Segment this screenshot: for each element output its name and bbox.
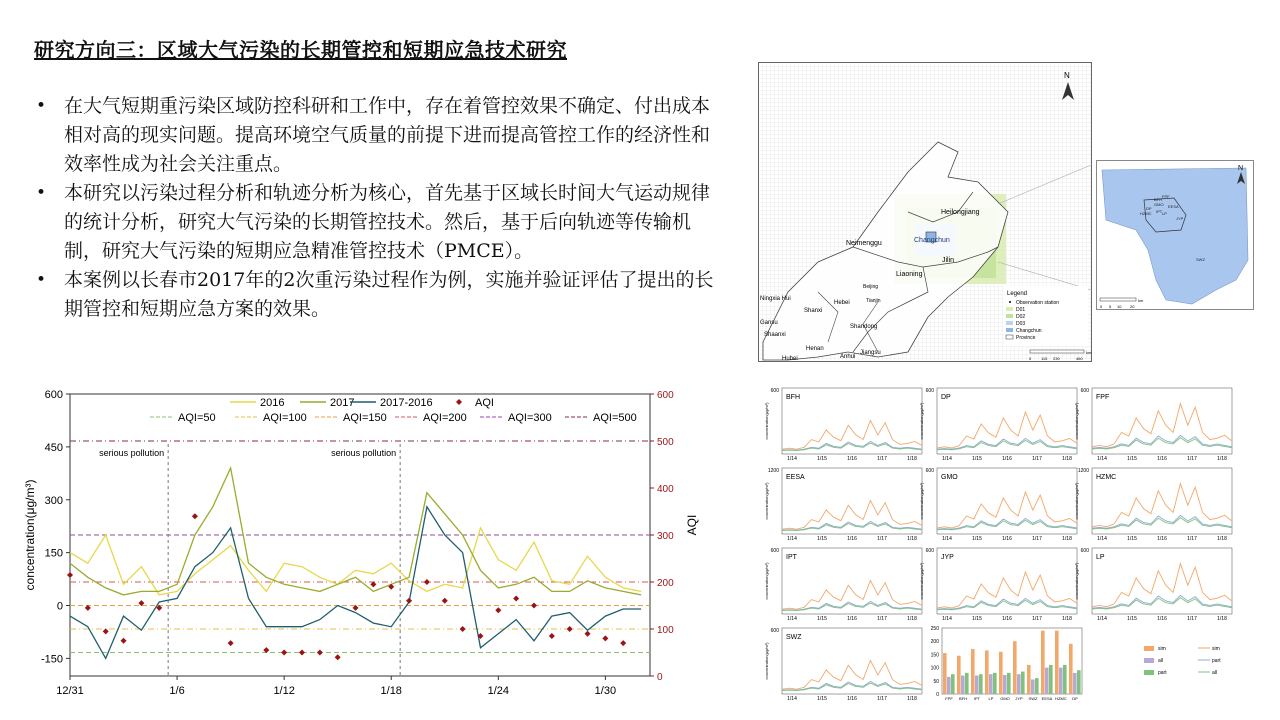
- province-label: Heilongjiang: [941, 209, 980, 216]
- legend-label: D03: [1016, 321, 1026, 327]
- province-label: Shaanxi: [764, 332, 786, 338]
- bar-legend-label: part: [1212, 658, 1221, 664]
- bar-legend-label: sim: [1212, 646, 1220, 652]
- aqi-point: [121, 638, 127, 644]
- bar-ytick: 150: [930, 652, 939, 659]
- bullet-dot-icon: •: [36, 270, 47, 290]
- bar: [1031, 679, 1035, 694]
- panel-xtick: 1/17: [877, 696, 887, 702]
- panel-xtick: 1/15: [817, 696, 827, 702]
- scale-bar: [1030, 350, 1084, 353]
- legend-label: Province: [1016, 335, 1036, 341]
- legend-label: AQI=500: [593, 412, 637, 424]
- legend-swatch: [1006, 314, 1013, 318]
- panel-ymax: 600: [1080, 388, 1089, 394]
- legend-swatch: [1006, 335, 1013, 339]
- station-label: FPF: [1162, 194, 1170, 199]
- city-label: Changchun: [914, 237, 950, 244]
- bar-category-label: DP: [1072, 696, 1078, 701]
- panel-xtick: 1/14: [942, 456, 952, 462]
- scale-tick: 230: [1053, 356, 1060, 361]
- province-label: Neimenggu: [846, 240, 882, 247]
- bar: [1059, 668, 1063, 694]
- panel-xtick: 1/17: [1032, 536, 1042, 542]
- station-panel-HZMC: [1074, 468, 1232, 542]
- aqi-point: [192, 513, 198, 519]
- y-tick-label: 450: [44, 441, 63, 454]
- bar-legend-swatch: [1144, 646, 1154, 651]
- bar: [961, 676, 965, 694]
- panel-xtick: 1/16: [1002, 536, 1012, 542]
- panel-ymax: 600: [925, 388, 934, 394]
- bar: [1045, 668, 1049, 694]
- bar-category-label: SWZ: [1028, 696, 1038, 701]
- panel-xtick: 1/18: [1217, 536, 1227, 542]
- panel-ymax: 600: [925, 548, 934, 554]
- panel-xtick: 1/16: [1002, 616, 1012, 622]
- panel-xtick: 1/17: [1032, 616, 1042, 622]
- aqi-point: [460, 626, 466, 632]
- panel-xtick: 1/14: [1097, 456, 1107, 462]
- panel-xtick: 1/14: [787, 456, 797, 462]
- inset-map-svg: [1096, 160, 1254, 310]
- legend-title: Legend: [1007, 291, 1028, 297]
- bullet-text: 在大气短期重污染区域防控科研和工作中，存在着管控效果不确定、付出成本相对高的现实问题。提高环境空气质量的前提下进而提高管控工作的经济性和效率性成为社会关注重点。: [64, 95, 711, 175]
- province-label: Anhui: [840, 354, 856, 360]
- aqi-point: [585, 631, 591, 637]
- inset-north-label: N: [1238, 165, 1244, 172]
- aqi-point: [406, 598, 412, 604]
- bar: [1017, 674, 1021, 694]
- bullet-list: [34, 92, 724, 324]
- y-tick-label: 300: [44, 494, 63, 507]
- province-label: Ningxia Hui: [760, 296, 791, 302]
- aqi-point: [513, 595, 519, 601]
- panel-xtick: 1/14: [787, 616, 797, 622]
- station-panel-SWZ: [764, 628, 922, 702]
- legend-label: D02: [1016, 314, 1026, 320]
- station-label: LP: [1162, 211, 1167, 216]
- bar-category-label: HZMC: [1055, 696, 1067, 701]
- aqi-point: [103, 628, 109, 634]
- panel-ylabel: concentration(μg/m³): [1074, 482, 1079, 520]
- y-axis-label: concentration(μg/m³): [23, 479, 37, 591]
- panel-xtick: 1/18: [907, 456, 917, 462]
- inset-scale-tick: 20: [1130, 304, 1135, 309]
- station-label: DP: [1146, 206, 1152, 211]
- y-tick-label: 0: [56, 600, 63, 613]
- bar: [1035, 678, 1039, 694]
- panel-xtick: 1/16: [847, 536, 857, 542]
- main-chart: [20, 384, 720, 702]
- bar: [1003, 675, 1007, 694]
- inset-scale-bar: [1100, 298, 1136, 301]
- panel-label: SWZ: [786, 634, 802, 641]
- bar-legend-label: part: [1158, 670, 1167, 676]
- x-tick-label: 1/12: [273, 685, 295, 697]
- annotation-label: serious pollution: [99, 448, 165, 458]
- panel-xtick: 1/14: [942, 616, 952, 622]
- legend-label: AQI=150: [343, 412, 387, 424]
- panel-xtick: 1/18: [1062, 456, 1072, 462]
- province-label: Beijing: [863, 284, 879, 290]
- legend-label: 2017-2016: [380, 397, 433, 409]
- scale-unit: km: [1086, 350, 1092, 355]
- panel-ymax: 600: [770, 548, 779, 554]
- bar: [1055, 631, 1059, 694]
- panel-xtick: 1/18: [1217, 616, 1227, 622]
- bullet-text: 本研究以污染过程分析和轨迹分析为核心，首先基于区域长时间大气运动规律的统计分析，研究大气污染的长期管控技术。然后，基于后向轨迹等传输机制，研究大气污染的短期应急精准管控技术（PMCE）。: [64, 182, 711, 262]
- bar: [1073, 673, 1077, 694]
- bar-category-label: BFH: [959, 696, 967, 701]
- inset-scale-tick: 10: [1117, 304, 1122, 309]
- panel-xtick: 1/16: [1157, 456, 1167, 462]
- aqi-point: [602, 635, 608, 641]
- panel-ymax: 600: [1080, 548, 1089, 554]
- panel-ylabel: concentration(μg/m³): [764, 482, 769, 520]
- panel-xtick: 1/14: [1097, 616, 1107, 622]
- panel-ylabel: concentration(μg/m³): [919, 402, 924, 440]
- bar-ytick: 50: [933, 678, 939, 685]
- panel-xtick: 1/17: [877, 536, 887, 542]
- bar-ytick: 100: [930, 665, 939, 672]
- bar: [985, 650, 989, 694]
- province-label: Gansu: [760, 320, 778, 326]
- scale-tick: 115: [1041, 356, 1048, 361]
- panel-xtick: 1/16: [847, 456, 857, 462]
- panel-xtick: 1/18: [1062, 536, 1072, 542]
- panel-xtick: 1/17: [1187, 456, 1197, 462]
- y2-tick-label: 300: [657, 531, 674, 542]
- bullet-dot-icon: •: [36, 183, 47, 203]
- station-label: BFH: [1154, 197, 1162, 202]
- legend-label: AQI=200: [423, 412, 467, 424]
- panel-xtick: 1/17: [1187, 616, 1197, 622]
- station-label: SWZ: [1196, 257, 1205, 262]
- station-panel-DP: [919, 388, 1077, 462]
- station-panel-GMO: [919, 468, 1077, 542]
- aqi-point: [549, 633, 555, 639]
- panel-ymax: 1200: [767, 468, 779, 474]
- y2-tick-label: 100: [657, 625, 674, 636]
- station-panels: [752, 382, 1260, 702]
- bullet-item: [34, 92, 724, 179]
- x-tick-label: 1/30: [594, 685, 617, 697]
- panel-xtick: 1/16: [1002, 456, 1012, 462]
- panel-xtick: 1/17: [877, 616, 887, 622]
- panel-xtick: 1/14: [1097, 536, 1107, 542]
- legend-label: 2017: [330, 397, 355, 409]
- panel-label: IPT: [786, 554, 797, 561]
- panel-ylabel: concentration(μg/m³): [919, 562, 924, 600]
- panel-xtick: 1/17: [1032, 456, 1042, 462]
- panel-xtick: 1/15: [972, 536, 982, 542]
- north-label: N: [1064, 71, 1070, 80]
- bar: [1077, 670, 1081, 694]
- series-line-2016: [70, 528, 641, 595]
- bar: [965, 673, 969, 694]
- station-label: GMO: [1154, 202, 1164, 207]
- aqi-point: [442, 598, 448, 604]
- legend-label: AQI=300: [508, 412, 552, 424]
- legend-label: AQI=100: [263, 412, 307, 424]
- station-panel-FPF: [1074, 388, 1232, 462]
- panel-xtick: 1/14: [787, 696, 797, 702]
- bullet-item: [34, 266, 724, 324]
- province-label: Jiangsu: [860, 350, 881, 356]
- panel-xtick: 1/15: [817, 536, 827, 542]
- bullet-dot-icon: •: [36, 96, 47, 116]
- x-tick-label: 1/18: [380, 685, 402, 697]
- bar: [1069, 644, 1073, 694]
- bar: [947, 677, 951, 694]
- panel-ymax: 600: [925, 468, 934, 474]
- bar-category-label: FPF: [945, 696, 953, 701]
- panel-frame: [937, 468, 1077, 534]
- bar: [1027, 665, 1031, 694]
- aqi-point: [495, 607, 501, 613]
- y2-axis-label: AQI: [685, 514, 699, 536]
- panel-label: DP: [941, 394, 951, 401]
- y2-tick-label: 600: [657, 390, 674, 401]
- panel-xtick: 1/18: [907, 536, 917, 542]
- panel-label: GMO: [941, 474, 958, 481]
- station-panels-svg: [752, 382, 1260, 702]
- panel-xtick: 1/15: [817, 456, 827, 462]
- panel-label: FPF: [1096, 394, 1110, 401]
- bar-legend-label: all: [1212, 670, 1218, 676]
- panel-xtick: 1/15: [972, 616, 982, 622]
- panel-ylabel: concentration(μg/m³): [764, 642, 769, 680]
- panel-frame: [937, 548, 1077, 614]
- panel-xtick: 1/14: [787, 536, 797, 542]
- bar: [975, 676, 979, 694]
- aqi-point: [67, 572, 73, 578]
- y2-tick-label: 400: [657, 484, 674, 495]
- legend-label: AQI=50: [178, 412, 216, 424]
- bar-category-label: IPT: [973, 696, 981, 701]
- aqi-point: [424, 579, 430, 585]
- aqi-point: [299, 650, 305, 656]
- main-chart-svg: [20, 384, 720, 702]
- annotation-label: serious pollution: [331, 448, 397, 458]
- province-label: Tianjin: [866, 298, 881, 304]
- slide-title: 研究方向三：区域大气污染的长期管控和短期应急技术研究: [34, 38, 567, 62]
- bar-legend-swatch: [1144, 670, 1154, 675]
- legend-label: D01: [1016, 307, 1026, 313]
- scale-tick: 460: [1076, 356, 1083, 361]
- bar: [1021, 672, 1025, 694]
- panel-ymax: 1200: [1077, 468, 1089, 474]
- x-tick-label: 1/24: [487, 685, 510, 697]
- station-panel-JYP: [919, 548, 1077, 622]
- bar-legend-label: sim: [1158, 646, 1166, 652]
- bar: [943, 653, 947, 694]
- bar-category-label: EESA: [1041, 696, 1053, 701]
- panel-xtick: 1/16: [847, 616, 857, 622]
- panel-xtick: 1/15: [1127, 456, 1137, 462]
- panel-label: JYP: [941, 554, 954, 561]
- province-label: Liaoning: [896, 271, 923, 278]
- bar: [979, 674, 983, 694]
- panel-xtick: 1/16: [1157, 536, 1167, 542]
- bar: [993, 673, 997, 694]
- y2-tick-label: 200: [657, 578, 674, 589]
- series-line-2017-2016: [70, 507, 641, 659]
- panel-frame: [937, 388, 1077, 454]
- series-line-2017: [70, 468, 641, 595]
- province-label: Jilin: [942, 257, 955, 264]
- panel-xtick: 1/17: [1187, 536, 1197, 542]
- panel-ylabel: concentration(μg/m³): [1074, 402, 1079, 440]
- aqi-point: [317, 650, 323, 656]
- station-label: JYP: [1176, 216, 1184, 221]
- bar: [1007, 673, 1011, 694]
- bar-category-label: JYP: [1015, 696, 1023, 701]
- panel-label: BFH: [786, 394, 800, 401]
- panel-label: HZMC: [1096, 474, 1117, 481]
- aqi-point: [567, 626, 573, 632]
- panel-xtick: 1/16: [1157, 616, 1167, 622]
- legend-swatch: [1006, 328, 1013, 332]
- bar: [1063, 665, 1067, 694]
- legend-swatch: [456, 399, 462, 405]
- bullet-text: 本案例以长春市2017年的2次重污染过程作为例，实施并验证评估了提出的长期管控和短期应急方案的效果。: [64, 269, 714, 320]
- legend-label: 2016: [260, 397, 285, 409]
- legend-label: Observation station: [1016, 300, 1060, 306]
- panel-xtick: 1/15: [972, 456, 982, 462]
- bar: [971, 649, 975, 694]
- panel-label: LP: [1096, 554, 1105, 561]
- x-tick-label: 1/6: [169, 685, 185, 697]
- bar-category-label: LP: [988, 696, 994, 701]
- panel-ymax: 600: [770, 628, 779, 634]
- panel-xtick: 1/18: [1062, 616, 1072, 622]
- scale-tick: 0: [1029, 356, 1032, 361]
- bar-legend-swatch: [1144, 658, 1154, 663]
- station-panel-EESA: [764, 468, 922, 542]
- inset-map: [1096, 160, 1254, 310]
- bar-ytick: 250: [930, 626, 939, 632]
- bar: [1041, 631, 1045, 694]
- panel-xtick: 1/18: [907, 696, 917, 702]
- panel-ylabel: concentration(μg/m³): [764, 562, 769, 600]
- bar: [1013, 641, 1017, 694]
- legend-swatch-station: [1009, 301, 1011, 303]
- bar-ytick: 0: [936, 692, 939, 698]
- aqi-point: [228, 640, 234, 646]
- panel-ylabel: concentration(μg/m³): [764, 402, 769, 440]
- panel-ymax: 600: [770, 388, 779, 394]
- station-label: IPT: [1156, 209, 1163, 214]
- map-figure: [758, 62, 1092, 362]
- y-tick-label: 150: [44, 547, 63, 560]
- bar: [957, 656, 961, 694]
- aqi-point: [335, 654, 341, 660]
- legend-swatch: [1006, 321, 1013, 325]
- bar: [989, 674, 993, 694]
- station-panel-LP: [1074, 548, 1232, 622]
- bar: [1049, 665, 1053, 694]
- y2-tick-label: 500: [657, 437, 674, 448]
- bar-ytick: 200: [930, 639, 939, 646]
- aqi-point: [620, 640, 626, 646]
- panel-xtick: 1/14: [942, 536, 952, 542]
- x-tick-label: 12/31: [56, 685, 84, 697]
- aqi-point: [281, 650, 287, 656]
- map-svg: [758, 62, 1092, 362]
- bar-legend-label: all: [1158, 658, 1164, 664]
- bar: [951, 674, 955, 694]
- province-label: Henan: [806, 346, 824, 352]
- panel-label: EESA: [786, 474, 805, 481]
- legend-label: Changchun: [1016, 328, 1042, 334]
- panel-xtick: 1/17: [877, 456, 887, 462]
- province-label: Hubei: [782, 356, 798, 362]
- station-label: HZMC: [1140, 211, 1152, 216]
- station-panel-BFH: [764, 388, 922, 462]
- panel-ylabel: concentration(μg/m³): [1074, 562, 1079, 600]
- legend-label: AQI: [475, 397, 494, 409]
- province-label: Shanxi: [804, 308, 823, 314]
- bullet-item: [34, 179, 724, 266]
- panel-ylabel: concentration(μg/m³): [919, 482, 924, 520]
- province-label: Shandong: [850, 324, 878, 330]
- panel-xtick: 1/15: [1127, 536, 1137, 542]
- panel-xtick: 1/15: [1127, 616, 1137, 622]
- panel-xtick: 1/18: [1217, 456, 1227, 462]
- panel-xtick: 1/18: [907, 616, 917, 622]
- station-label: EESA: [1168, 204, 1179, 209]
- inset-scale-unit: km: [1138, 298, 1144, 303]
- province-label: Hebei: [834, 300, 850, 306]
- y-tick-label: 600: [44, 389, 63, 401]
- legend-swatch: [1006, 307, 1013, 311]
- aqi-point: [531, 603, 537, 609]
- panel-xtick: 1/16: [847, 696, 857, 702]
- station-panel-IPT: [764, 548, 922, 622]
- inset-scale-tick: 0: [1100, 304, 1103, 309]
- bar-chart-panel: [931, 626, 1222, 701]
- inset-scale-tick: 5: [1109, 304, 1112, 309]
- bar-category-label: GMO: [1000, 696, 1010, 701]
- y-tick-label: -150: [40, 653, 63, 666]
- y2-tick-label: 0: [657, 672, 663, 683]
- panel-xtick: 1/15: [817, 616, 827, 622]
- bar: [999, 652, 1003, 694]
